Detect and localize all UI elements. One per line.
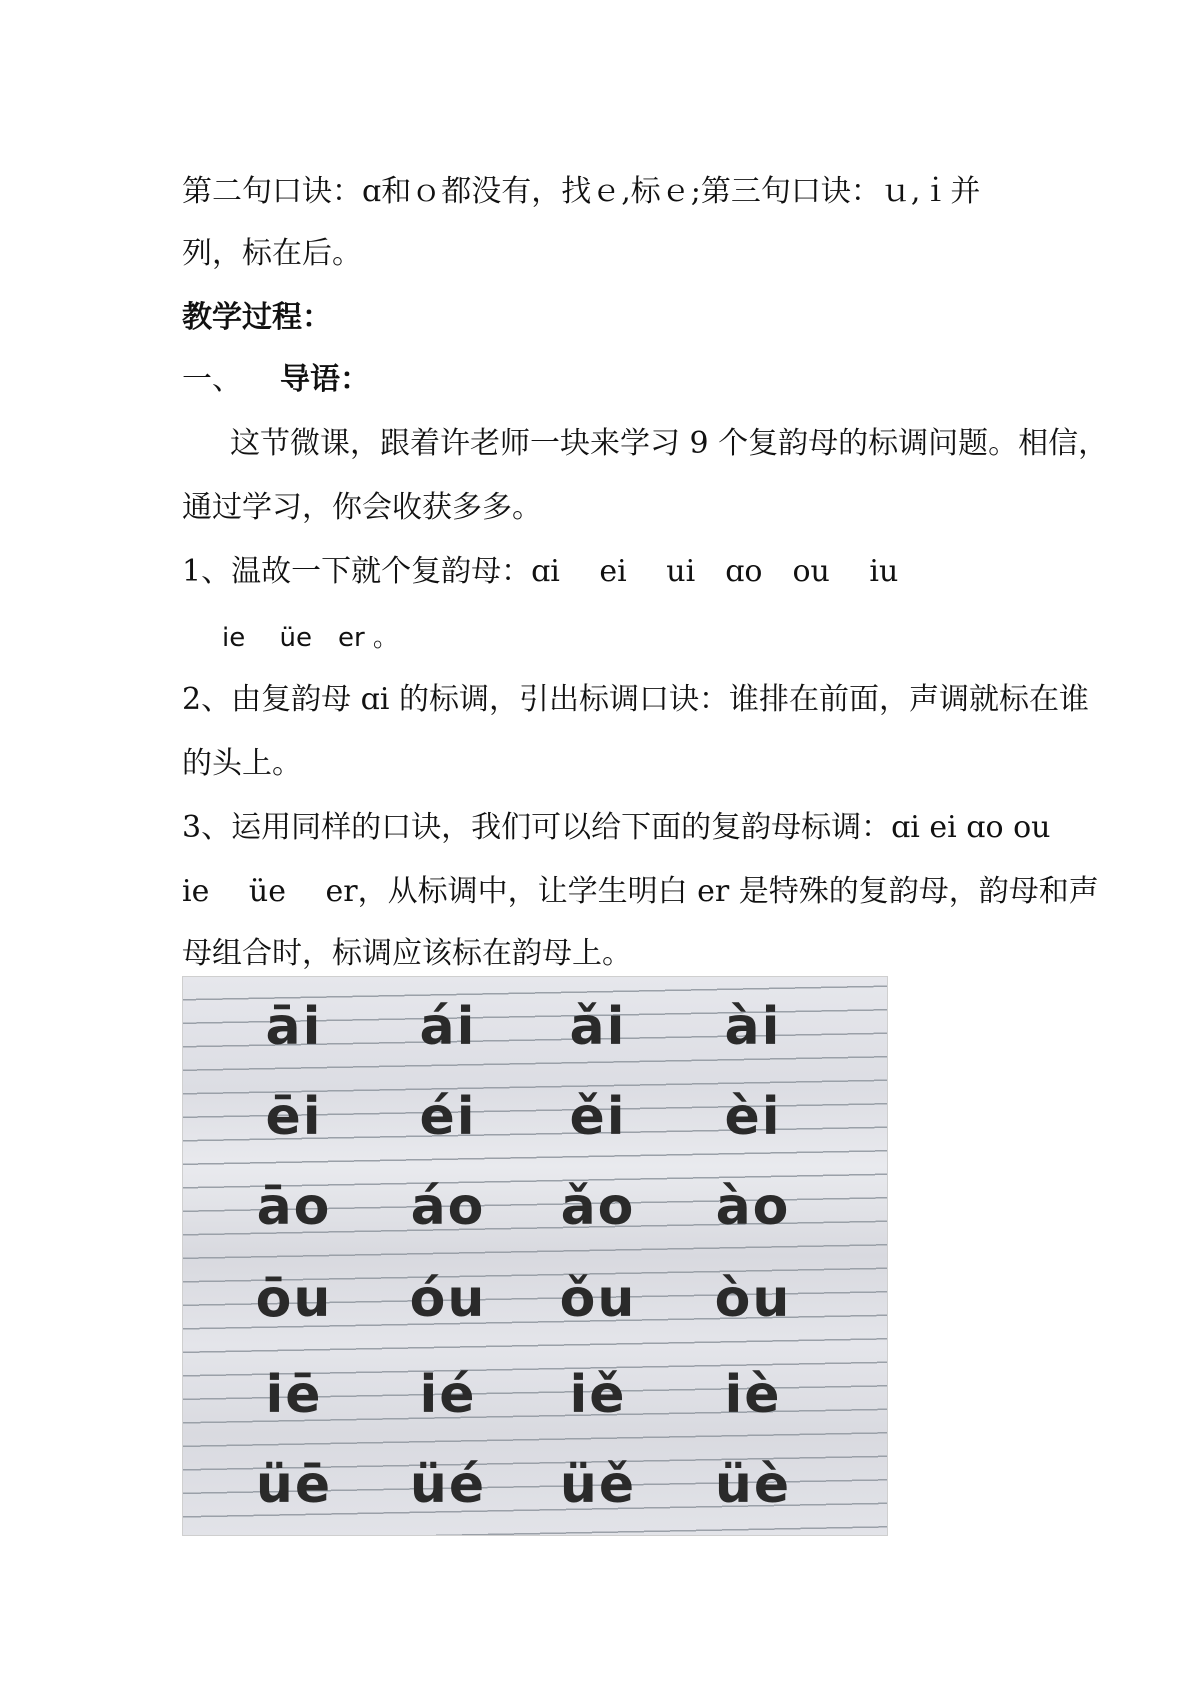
intro-line: 这节微课，跟着许老师一块来学习 9 个复韵母的标调问题。相信， — [230, 426, 1109, 461]
photo-row — [183, 1259, 887, 1349]
photo-row — [183, 1355, 887, 1445]
syllable: òu — [714, 1269, 792, 1329]
syllable: áo — [410, 1177, 486, 1237]
syllable: ōu — [255, 1269, 333, 1329]
photo-row — [183, 1167, 887, 1257]
list-item-3-cont: 母组合时，标调应该标在韵母上。 — [182, 936, 632, 971]
syllable: ēi — [265, 1087, 323, 1147]
syllable: üě — [559, 1455, 637, 1515]
list-item-3: 3、运用同样的口诀，我们可以给下面的复韵母标调：ɑi ei ɑo ou — [182, 810, 1051, 845]
pinyin-tone-photo — [182, 976, 888, 1536]
syllable: āi — [265, 997, 323, 1057]
syllable: ào — [715, 1177, 791, 1237]
intro-line: 通过学习，你会收获多多。 — [182, 490, 542, 525]
list-item-1: 1、温故一下就个复韵母：ɑi ei ui ɑo ou iu — [182, 554, 899, 589]
syllable: ǒu — [559, 1269, 637, 1329]
section-number: 一、 — [182, 362, 242, 397]
syllable: óu — [409, 1269, 487, 1329]
syllable: ái — [419, 997, 477, 1057]
list-item-3-cont: ie üe er，从标调中，让学生明白 er 是特殊的复韵母，韵母和声 — [182, 874, 1099, 909]
syllable: ǎo — [560, 1177, 636, 1237]
syllable: éi — [419, 1087, 477, 1147]
syllable: èi — [724, 1087, 782, 1147]
photo-row — [183, 1445, 887, 1535]
syllable: üē — [255, 1455, 333, 1515]
syllable: iě — [569, 1365, 627, 1425]
photo-row — [183, 987, 887, 1077]
list-item-1-cont: ie üe er 。 — [222, 623, 399, 653]
photo-row — [183, 1077, 887, 1167]
paragraph-line: 第二句口诀：ɑ和ｏ都没有，找ｅ,标ｅ;第三句口诀：ｕ,ｉ并 — [182, 174, 981, 209]
section-heading — [182, 360, 370, 400]
syllable: üè — [714, 1455, 792, 1515]
list-item-2: 2、由复韵母 ɑi 的标调，引出标调口诀：谁排在前面，声调就标在谁 — [182, 682, 1089, 717]
syllable: iè — [724, 1365, 782, 1425]
syllable: āo — [256, 1177, 332, 1237]
section-title: 导语： — [280, 362, 370, 397]
heading-teaching-process: 教学过程： — [182, 300, 332, 335]
syllable: ài — [724, 997, 782, 1057]
syllable: üé — [409, 1455, 487, 1515]
paragraph-line: 列，标在后。 — [182, 236, 362, 271]
list-item-2-cont: 的头上。 — [182, 746, 302, 781]
syllable: ěi — [569, 1087, 627, 1147]
syllable: ié — [419, 1365, 477, 1425]
syllable: ǎi — [569, 997, 627, 1057]
syllable: iē — [265, 1365, 323, 1425]
